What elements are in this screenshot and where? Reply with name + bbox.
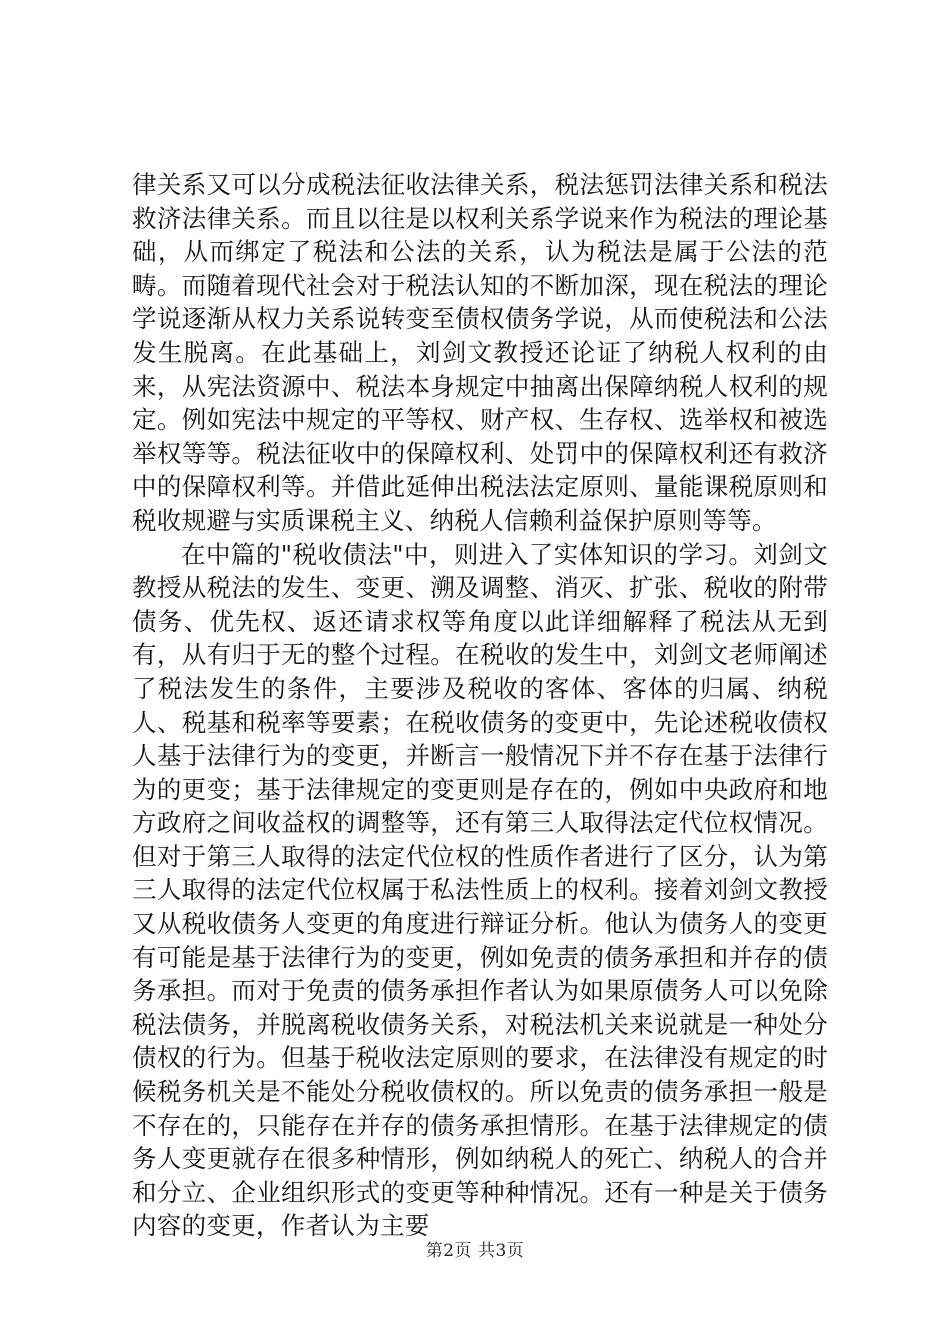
page-number-footer: 第2页 共3页	[425, 1241, 525, 1261]
paragraph-2: 在中篇的"税收债法"中，则进入了实体知识的学习。刘剑文教授从税法的发生、变更、溯及调整、消灭、扩张、税收的附带债务、优先权、返还请求权等角度以此详细解释了税法从无到有，从有归于无的整个过程。在税收的发生中，刘剑文老师阐述了税法发生的条件，主要涉及税收的客体、客体的归属、纳税人、税基和税率等要素；在税收债务的变更中，先论述税收债权人基于法律行为的变更，并断言一般情况下并不存在基于法律行为的更变；基于法律规定的变更则是存在的，例如中央政府和地方政府之间收益权的调整等，还有第三人取得法定代位权情况。但对于第三人取得的法定代位权的性质作者进行了区分，认为第三人取得的法定代位权属于私法性质上的权利。接着刘剑文教授又从税收债务人变更的角度进行辩证分析。他认为债务人的变更有可能是基于法律行为的变更，例如免责的债务承担和并存的债务承担。而对于免责的债务承担作者认为如果原债务人可以免除税法债务，并脱离税收债务关系，对税法机关来说就是一种处分债权的行为。但基于税收法定原则的要求，在法律没有规定的时候税务机关是不能处分税收债权的。所以免责的债务承担一般是不存在的，只能存在并存的债务承担情形。在基于法律规定的债务人变更就存在很多种情形，例如纳税人的死亡、纳税人的合并和分立、企业组织形式的变更等种种情况。还有一种是关于债务内容的变更，作者认为主要	[132, 539, 828, 1241]
document-body	[132, 168, 828, 1243]
paragraph-1: 律关系又可以分成税法征收法律关系，税法惩罚法律关系和税法救济法律关系。而且以往是以权利关系学说来作为税法的理论基础，从而绑定了税法和公法的关系，认为税法是属于公法的范畴。而随着现代社会对于税法认知的不断加深，现在税法的理论学说逐渐从权力关系说转变至债权债务学说，从而使税法和公法发生脱离。在此基础上，刘剑文教授还论证了纳税人权利的由来，从宪法资源中、税法本身规定中抽离出保障纳税人权利的规定。例如宪法中规定的平等权、财产权、生存权、选举权和被选举权等等。税法征收中的保障权利、处罚中的保障权利还有救济中的保障权利等。并借此延伸出税法法定原则、量能课税原则和税收规避与实质课税主义、纳税人信赖利益保护原则等等。	[132, 170, 828, 535]
